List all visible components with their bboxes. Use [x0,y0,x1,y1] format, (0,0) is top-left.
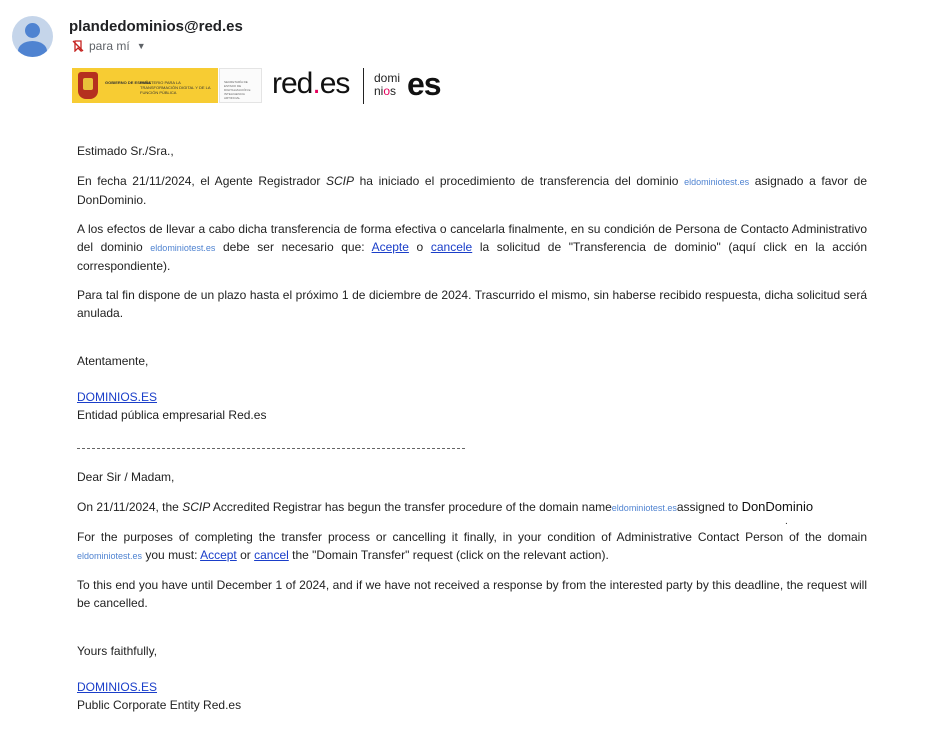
es-closing: Atentamente, [77,354,149,368]
redes-logo-part: es [319,67,350,100]
en-text: assigned to [676,500,742,514]
en-cancel-link[interactable]: cancel [254,548,289,562]
dominios-logo-part: ni [374,84,384,98]
en-entity-name: Public Corporate Entity Red.es [77,698,242,712]
redes-logo [272,67,349,101]
es-paragraph-2 [77,220,867,275]
es-dominios-link[interactable]: DOMINIOS.ES [77,390,158,404]
en-text: or [236,548,255,562]
es-accept-link[interactable]: Acepte [371,240,409,254]
en-accept-link[interactable]: Accept [200,548,237,562]
en-text: On 21/11/2024, the [77,500,183,514]
es-text: o [408,240,431,254]
dominios-logo-dot: o [383,84,391,98]
redes-logo-dot: . [312,67,320,100]
en-trailing-dot: . [785,516,788,527]
en-paragraph-3: To this end you have until December 1 of 2024, and if we have not received a response by from the interested party by this deadline, the request will be cancelled. [77,578,867,610]
avatar-head-shape [25,23,40,38]
en-text: Accredited Registrar has begun the transfer procedure of the domain name [210,500,612,514]
dominios-logo-line: domi [374,71,401,85]
es-text: A los efectos de llevar a cabo dicha transferencia de forma efectiva o cancelarla finalmente, en su condición de Persona de Contacto Administrativo del dominio [77,222,867,254]
es-text: la solicitud de "Transferencia de dominio" (aquí click en la acción correspondiente). [77,240,867,273]
en-closing: Yours faithfully, [77,644,158,658]
es-text: En fecha 21/11/2024, el Agente Registrador [77,174,326,188]
label-important-off-icon [72,40,84,52]
en-greeting: Dear Sir / Madam, [77,470,175,484]
logo-divider [363,68,364,104]
recipient-label: para mí [89,39,130,53]
es-domain-tag: eldominiotest.es [150,243,216,253]
dominios-logo-text [374,72,400,98]
en-paragraph-2 [77,528,867,565]
sender-avatar[interactable] [12,16,53,57]
es-paragraph-3: Para tal fin dispone de un plazo hasta el próximo 1 de diciembre de 2024. Trascurrido el mismo, sin haberse recibido respuesta, dicha solicitud será anulada. [77,288,867,320]
es-entity-name: Entidad pública empresarial Red.es [77,408,267,422]
es-paragraph-1 [77,172,867,209]
language-divider [77,448,465,449]
es-signature [77,388,867,424]
en-text: you must: [142,548,201,562]
es-text: ha iniciado el procedimiento de transferencia del dominio [354,174,685,188]
dominios-es-logo: es [407,66,441,102]
en-domain-tag: eldominiotest.es [77,551,143,561]
en-paragraph-1 [77,498,867,517]
en-domain-tag: eldominiotest.es [611,503,677,513]
en-dominios-link[interactable]: DOMINIOS.ES [77,680,158,694]
coat-of-arms-icon [78,72,98,99]
en-text: For the purposes of completing the transfer process or cancelling it finally, in your condition of Administrative Contact Person of the domain [77,530,867,544]
recipient-line[interactable] [72,39,146,53]
avatar-body-shape [18,41,47,57]
es-agent-name: SCIP [325,174,354,188]
es-text: debe ser necesario que: [215,240,372,254]
chevron-down-icon[interactable]: ▼ [136,41,146,51]
gobierno-text: GOBIERNO DE ESPAÑA [105,80,151,85]
secretaria-text: SECRETARÍA DE ESTADO DE DIGITALIZACIÓN E INTELIGENCIA ARTIFICIAL [224,80,251,100]
es-cancel-link[interactable]: cancele [430,240,473,254]
ministerio-text: MINISTERIO PARA LA TRANSFORMACIÓN DIGITAL Y DE LA FUNCIÓN PÚBLICA [140,80,211,95]
es-text: asignado a favor de DonDominio. [77,174,868,207]
en-signature [77,678,867,714]
dominios-logo-part: s [390,84,397,98]
es-greeting: Estimado Sr./Sra., [77,144,174,158]
gobierno-logo [72,68,218,103]
secretaria-logo [219,68,262,103]
en-text: the "Domain Transfer" request (click on the relevant action). [288,548,609,562]
en-agent-name: SCIP [182,500,211,514]
email-logo-banner [72,66,452,106]
redes-logo-part: red [272,67,313,100]
en-registrar-name: DonDominio [741,499,814,514]
sender-address[interactable]: plandedominios@red.es [69,18,243,35]
es-domain-tag: eldominiotest.es [684,177,750,187]
